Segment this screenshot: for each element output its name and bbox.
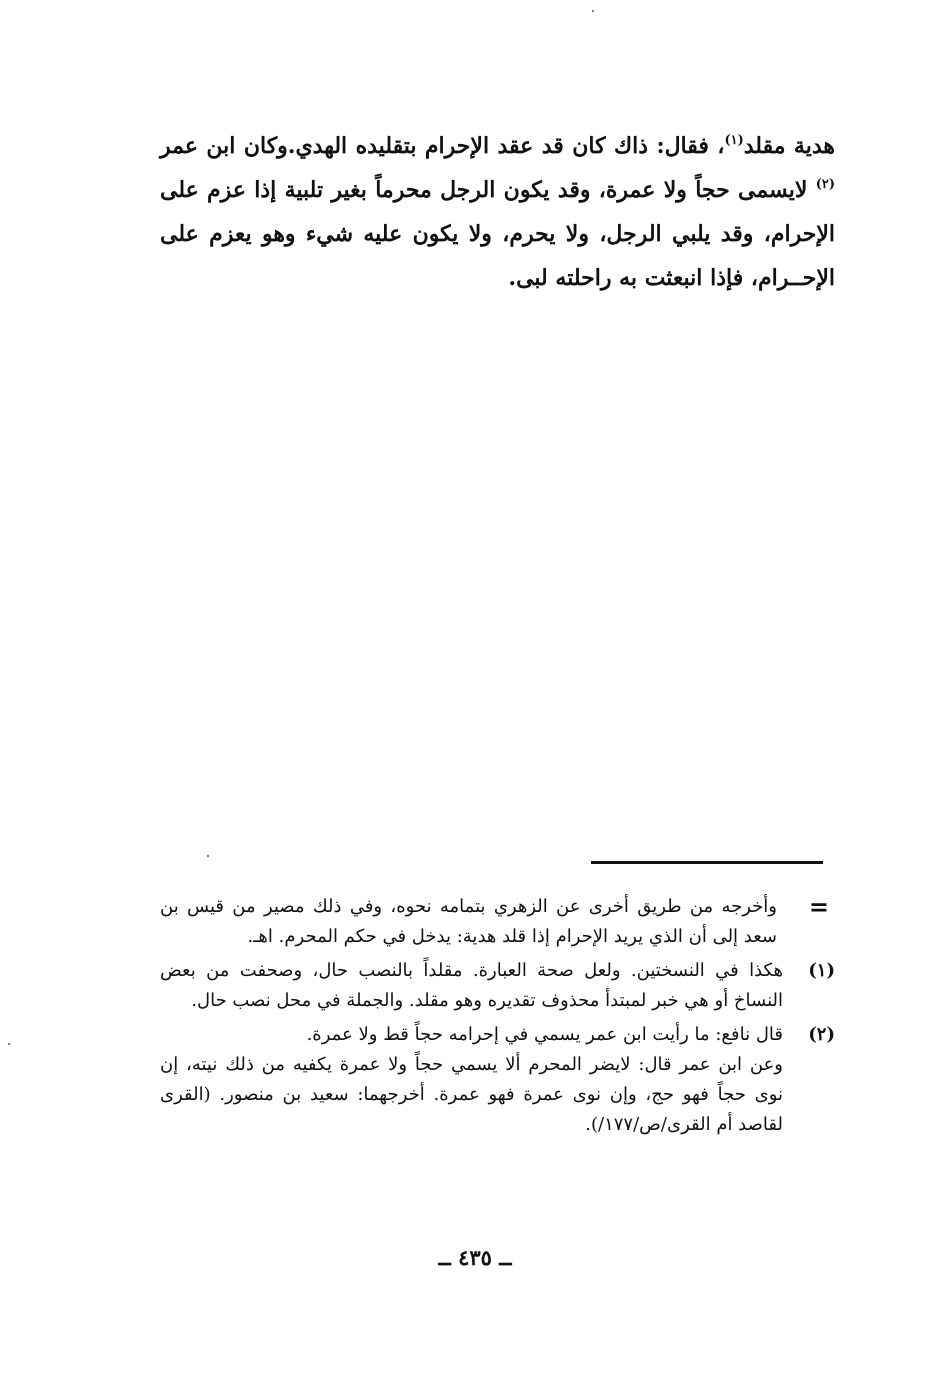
scan-speck (592, 10, 594, 12)
footnote-ref-1: (١) (724, 133, 744, 148)
footnote-text: وأخرجه من طريق أخرى عن الزهري بتمامه نحوه، وفي ذلك مصير من قيس بن سعد إلى أن الذي يريد الإحرام إذا قلد هدية: يدخل في حكم المحرم. اهـ. (160, 896, 777, 947)
footnote-ref-2: (٢) (815, 177, 835, 192)
footnote-1 (160, 956, 835, 1016)
footnote-paragraph: وعن ابن عمر قال: لايضر المحرم ألا يسمي حجاً ولا عمرة يكفيه من ذلك نيته، إن نوى حجاً فهو حج، وإن نوى عمرة فهو عمرة. أخرجهما: سعيد بن منصور. (القرى لقاصد أم القرى/ص/١٧٧/). (160, 1054, 783, 1135)
footnote-2 (160, 1020, 835, 1140)
main-text-part-3: لايسمى حجاً ولا عمرة، وقد يكون الرجل محرماً بغير تلبية إذا عزم على الإحرام، وقد يلبي الرجل، ولا يحرم، ولا يكون عليه شيء وهو يعزم على الإحــرام، فإذا انبعثت به راحلته لبى. (160, 177, 835, 291)
main-paragraph (160, 124, 835, 300)
footnote-text: هكذا في النسختين. ولعل صحة العبارة. مقلداً بالنصب حال، وصحفت من بعض النساخ أو هي خبر لمبتدأ محذوف تقديره وهو مقلد. والجملة في محل نصب حال. (160, 960, 783, 1011)
footnote-body (160, 892, 777, 952)
footnote-body (160, 1020, 783, 1140)
main-text-part-1: هدية مقلد (743, 133, 835, 159)
footnote-continuation (160, 892, 835, 952)
page-number: ــ ٤٣٥ ــ (438, 1245, 512, 1270)
footnote-paragraph: قال نافع: ما رأيت ابن عمر يسمي في إحرامه حجاً قط ولا عمرة. (306, 1024, 783, 1045)
continuation-marker: = (808, 892, 829, 921)
footnote-body (160, 956, 783, 1016)
scan-speck (8, 1043, 10, 1045)
scan-speck (207, 855, 209, 857)
footnote-1-marker: (١) (808, 960, 835, 981)
main-text-block (160, 124, 835, 300)
footnotes-section (160, 892, 835, 1144)
main-text-part-2: ، فقال: ذاك كان قد عقد الإحرام بتقليده الهدي.وكان ابن عمر (160, 133, 725, 159)
footnote-separator-line (591, 861, 823, 864)
footnote-2-marker: (٢) (808, 1024, 835, 1045)
